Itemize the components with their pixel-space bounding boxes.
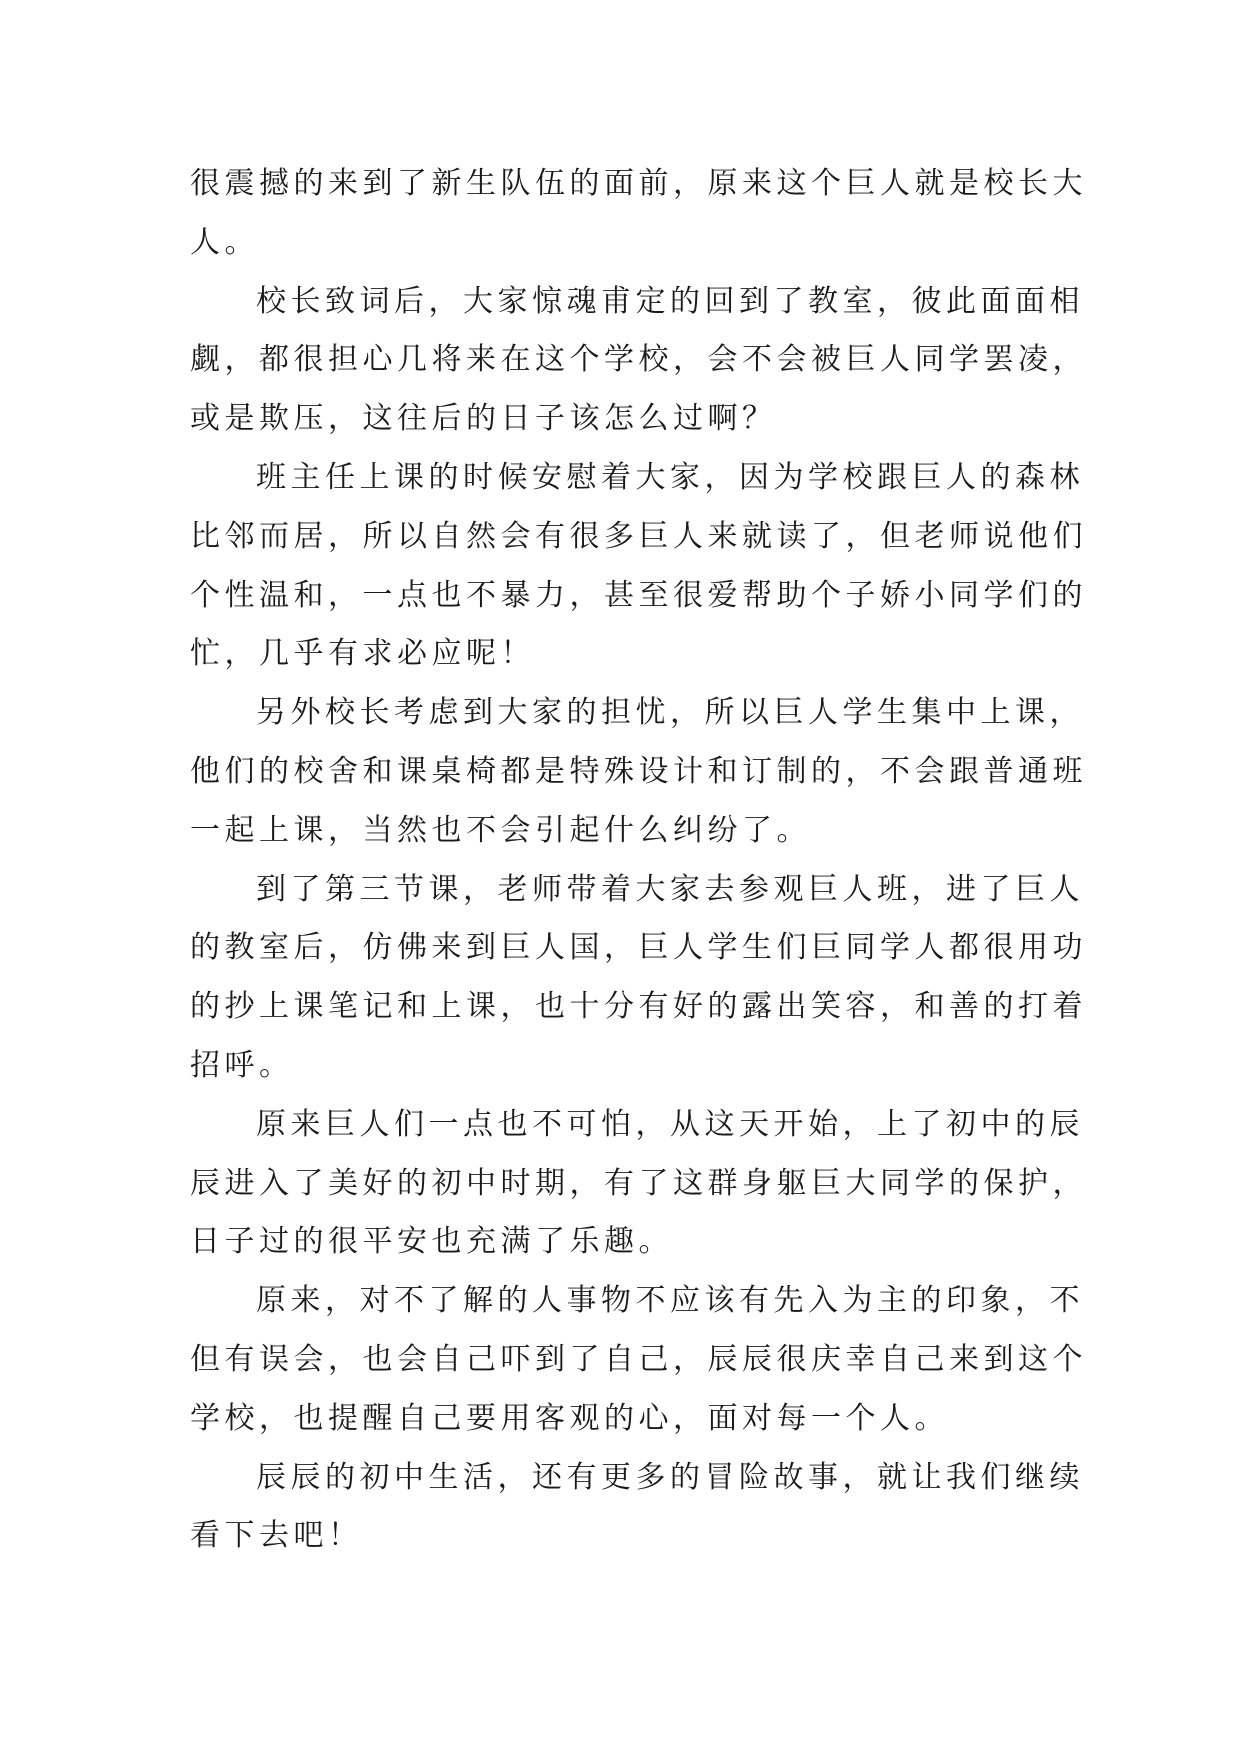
text-line: 个性温和，一点也不暴力，甚至很爱帮助个子娇小同学们的 bbox=[190, 577, 1087, 613]
text-line: 忙，几乎有求必应呢！ bbox=[190, 636, 535, 672]
text-line: 觑，都很担心几将来在这个学校，会不会被巨人同学罢凌， bbox=[190, 342, 1087, 378]
text-line: 看下去吧！ bbox=[190, 1518, 363, 1554]
text-line: 人。 bbox=[190, 224, 259, 260]
text-line: 很震撼的来到了新生队伍的面前，原来这个巨人就是校长大 bbox=[190, 166, 1087, 201]
text-line: 到了第三节课，老师带着大家去参观巨人班，进了巨人 bbox=[256, 871, 1084, 907]
text-line: 或是欺压，这往后的日子该怎么过啊？ bbox=[190, 401, 777, 437]
text-line: 校长致词后，大家惊魂甫定的回到了教室，彼此面面相 bbox=[256, 283, 1084, 319]
text-line: 一起上课，当然也不会引起什么纠纷了。 bbox=[190, 812, 811, 848]
text-line: 他们的校舍和课桌椅都是特殊设计和订制的，不会跟普通班 bbox=[190, 753, 1087, 789]
text-line: 另外校长考虑到大家的担忧，所以巨人学生集中上课， bbox=[256, 695, 1084, 731]
text-line: 比邻而居，所以自然会有很多巨人来就读了，但老师说他们 bbox=[190, 518, 1087, 554]
text-line: 辰辰的初中生活，还有更多的冒险故事，就让我们继续 bbox=[256, 1459, 1084, 1495]
text-line: 原来，对不了解的人事物不应该有先入为主的印象，不 bbox=[256, 1283, 1084, 1319]
text-line: 原来巨人们一点也不可怕，从这天开始，上了初中的辰 bbox=[256, 1106, 1084, 1142]
document-body bbox=[190, 155, 1087, 1566]
text-line: 的教室后，仿佛来到巨人国，巨人学生们巨同学人都很用功 bbox=[190, 930, 1087, 966]
text-line: 但有误会，也会自己吓到了自己，辰辰很庆幸自己来到这个 bbox=[190, 1341, 1087, 1377]
text-line: 日子过的很平安也充满了乐趣。 bbox=[190, 1224, 673, 1260]
text-line: 班主任上课的时候安慰着大家，因为学校跟巨人的森林 bbox=[256, 459, 1084, 495]
text-line: 辰进入了美好的初中时期，有了这群身躯巨大同学的保护， bbox=[190, 1165, 1087, 1201]
text-line: 招呼。 bbox=[190, 1047, 294, 1083]
text-line: 学校，也提醒自己要用客观的心，面对每一个人。 bbox=[190, 1400, 949, 1436]
text-line: 的抄上课笔记和上课，也十分有好的露出笑容，和善的打着 bbox=[190, 989, 1087, 1025]
